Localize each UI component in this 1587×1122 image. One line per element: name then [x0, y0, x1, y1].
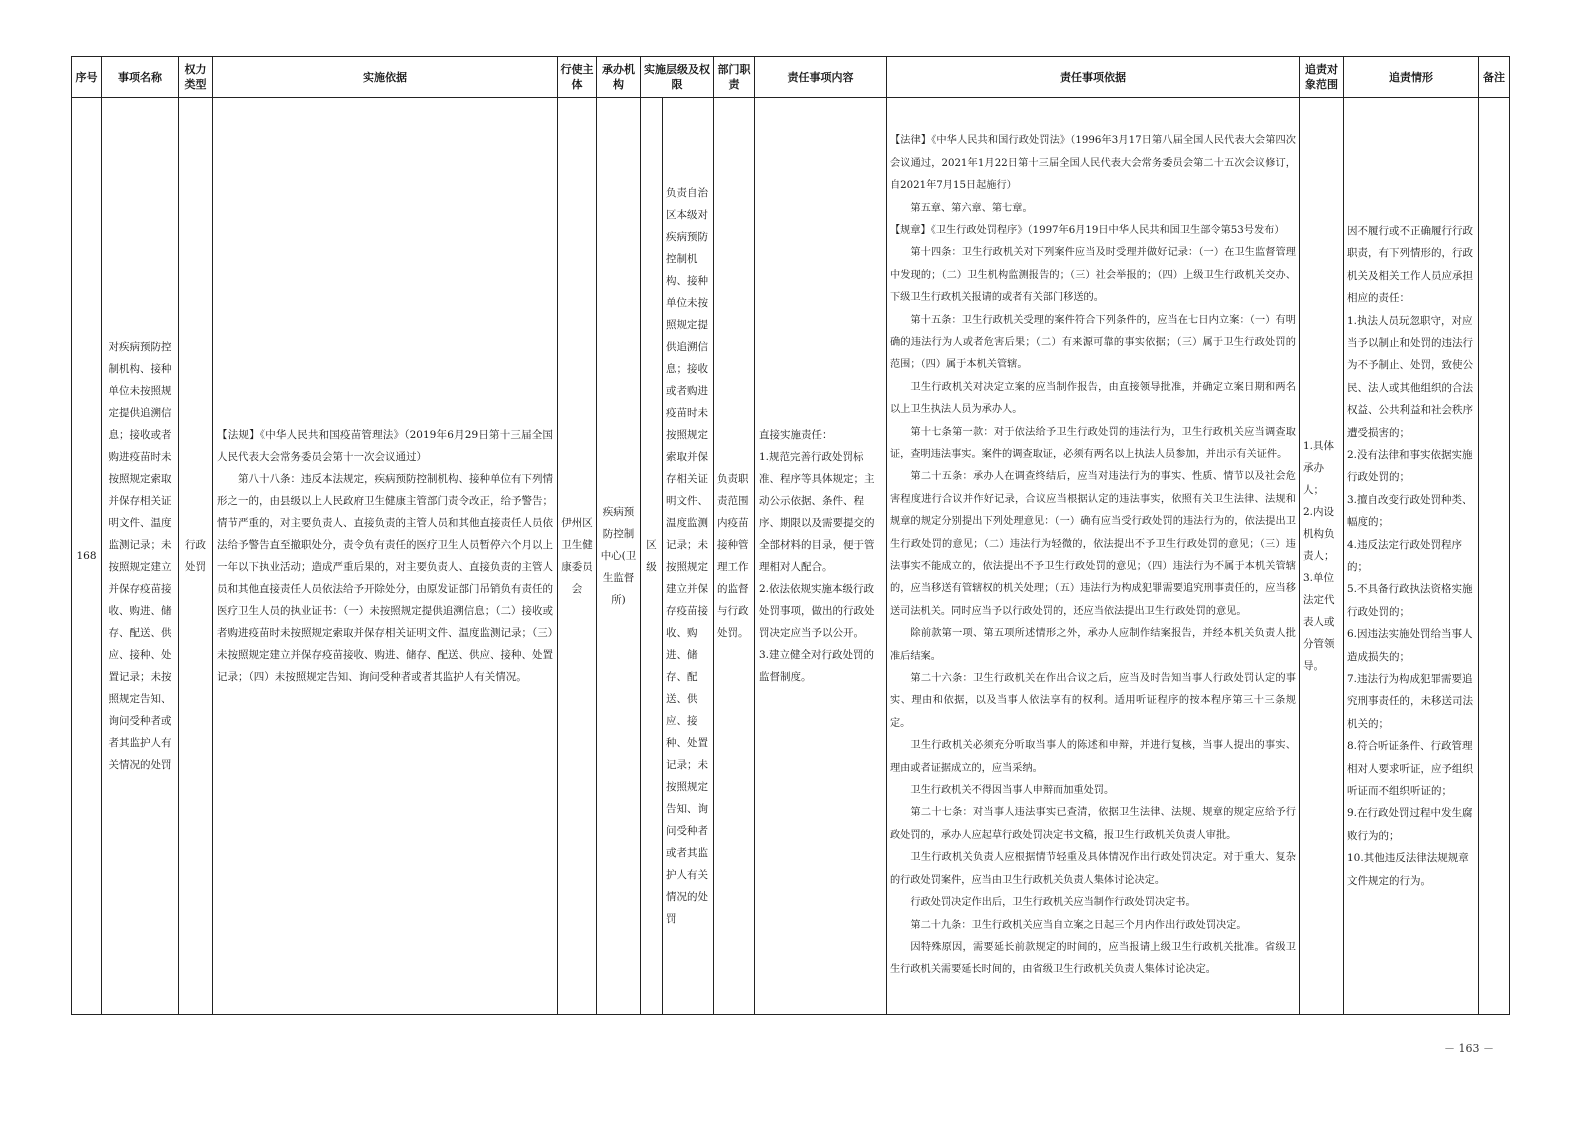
cell-duty-basis [887, 98, 1300, 1015]
header-subject: 行使主体 [558, 57, 597, 98]
duty-basis-paragraph: 第二十九条：卫生行政机关应当自立案之日起三个月内作出行政处罚决定。 [910, 919, 1247, 931]
circumstance-item: 因不履行或不正确履行行政职责，有下列情形的，行政机关及相关工作人员应承担相应的责任： [1347, 224, 1473, 305]
circumstances-list [1344, 220, 1478, 892]
duty-basis-paragraph: 因特殊原因，需要延长前款规定的时间的，应当报请上级卫生行政机关批准。省级卫生行政机关需要延长时间的，由省级卫生行政机关负责人集体讨论决定。 [890, 941, 1296, 976]
header-agency: 承办机构 [597, 57, 641, 98]
scope-item: 3.单位法定代表人或分管领导。 [1303, 572, 1335, 672]
cell-item-name [102, 98, 179, 1015]
duty-basis-paragraph: 第十七条第一款：对于依法给予卫生行政处罚的违法行为，卫生行政机关应当调查取证，查明违法事实。案件的调查取证，必须有两名以上执法人员参加，并出示有关证件。 [890, 426, 1296, 460]
circumstance-item: 3.擅自改变行政处罚种类、幅度的； [1347, 493, 1473, 529]
header-power-type: 权力类型 [179, 57, 213, 98]
duty-basis-list [887, 130, 1299, 981]
cell-power-type [179, 98, 213, 1015]
basis-title: 【法规】《中华人民共和国疫苗管理法》（2019年6月29日第十三届全国人民代表大会常务委员会第十一次会议通过） [217, 429, 553, 463]
cell-subject [558, 98, 597, 1015]
page-number: － 163 － [1444, 1042, 1494, 1055]
duty-basis-paragraph: 第二十五条：承办人在调查终结后，应当对违法行为的事实、性质、情节以及社会危害程度进行合议并作好记录，合议应当根据认定的违法事实，依照有关卫生法律、法规和规章的规定分别提出下列处理意见：（一）确有应当受行政处罚的违法行为的，依法提出卫生行政处罚的意见；（二）违法行为轻微的，依法提出不予卫生行政处罚的意见；（三）违法事实不能成立的，依法提出不予卫生行政处罚的意见；（四）违法行为不属于本机关管辖的，应当移送有管辖权的机关处理；（五）违法行为构成犯罪需要追究刑事责任的，应当移送司法机关。同时应当予以行政处罚的，还应当依法提出卫生行政处罚的意见。 [890, 471, 1296, 617]
circumstance-item: 6.因违法实施处罚给当事人造成损失的； [1347, 628, 1473, 663]
header-level: 实施层级及权限 [641, 57, 714, 98]
circumstance-item: 5.不具备行政执法资格实施行政处罚的； [1347, 583, 1473, 618]
duty-basis-paragraph: 第二十七条：对当事人违法事实已查清，依据卫生法律、法规、规章的规定应给予行政处罚的，承办人应起草行政处罚决定书文稿，报卫生行政机关负责人审批。 [890, 807, 1296, 841]
cell-scope [1300, 98, 1344, 1015]
duty-basis-paragraph: 卫生行政机关负责人应根据情节轻重及具体情况作出行政处罚决定。对于重大、复杂的行政处罚案件，应当由卫生行政机关负责人集体讨论决定。 [890, 852, 1296, 886]
circumstance-item: 1.执法人员玩忽职守，对应当予以制止和处罚的违法行为不予制止、处罚，致使公民、法人或其他组织的合法权益、公共利益和社会秩序遭受损害的； [1347, 314, 1473, 439]
duty-basis-paragraph: 【规章】《卫生行政处罚程序》（1997年6月19日中华人民共和国卫生部令第53号发布） [890, 224, 1285, 236]
duty-content-list [755, 424, 886, 688]
cell-agency [597, 98, 641, 1015]
cell-level-a [641, 98, 663, 1015]
circumstance-item: 8.符合听证条件、行政管理相对人要求听证，应予组织听证而不组织听证的； [1347, 740, 1473, 798]
level-b-text: 负责自治区本级对疾病预防控制机构、接种单位未按照规定提供追溯信息；接收或者购进疫苗时未按照规定索取并保存相关证明文件、温度监测记录；未按照规定建立并保存疫苗接收、购进、储存、配送、供应、接种、处置记录；未按照规定告知、询问受种者或者其监护人有关情况的处罚 [666, 187, 708, 925]
cell-remarks [1479, 98, 1510, 1015]
cell-basis [213, 98, 558, 1015]
cell-seq [72, 98, 102, 1015]
cell-circumstances [1344, 98, 1479, 1015]
header-duty-content: 责任事项内容 [755, 57, 887, 98]
header-scope: 追责对象范围 [1300, 57, 1344, 98]
duty-basis-paragraph: 卫生行政机关对决定立案的应当制作报告，由直接领导批准，并确定立案日期和两名以上卫生执法人员为承办人。 [890, 381, 1296, 416]
circumstance-item: 4.违反法定行政处罚程序的； [1347, 538, 1463, 573]
level-a-text: 区级 [646, 539, 657, 573]
duty-basis-paragraph: 第十五条：卫生行政机关受理的案件符合下列条件的，应当在七日内立案：（一）有明确的违法行为人或者危害后果；（二）有来源可靠的事实依据；（三）属于卫生行政处罚的范围；（四）属于本机关管辖。 [890, 314, 1296, 371]
circumstance-item: 7.违法行为构成犯罪需要追究刑事责任的，未移送司法机关的； [1347, 673, 1473, 730]
circumstance-item: 2.没有法律和事实依据实施行政处罚的； [1347, 448, 1473, 484]
duty-basis-paragraph: 第十四条：卫生行政机关对下列案件应当及时受理并做好记录：（一）在卫生监督管理中发现的；（二）卫生机构监测报告的；（三）社会举报的；（四）上级卫生行政机关交办、下级卫生行政机关报请的或者有关部门移送的。 [890, 247, 1296, 304]
subject-text: 伊州区卫生健康委员会 [561, 517, 593, 595]
header-dept-duty: 部门职责 [714, 57, 755, 98]
duty-content-item: 2.依法依规实施本级行政处罚事项，做出的行政处罚决定应当予以公开。 [759, 583, 875, 639]
duty-basis-paragraph: 卫生行政机关必须充分听取当事人的陈述和申辩，并进行复核，当事人提出的事实、理由或者证据成立的，应当采纳。 [890, 740, 1296, 774]
table-row [72, 98, 1510, 1015]
duty-content-item: 直接实施责任： [759, 429, 833, 441]
duty-basis-paragraph: 行政处罚决定作出后，卫生行政机关应当制作行政处罚决定书。 [910, 897, 1196, 909]
header-remarks: 备注 [1479, 57, 1510, 98]
seq-number: 168 [76, 550, 97, 562]
duty-basis-paragraph: 卫生行政机关不得因当事人申辩而加重处罚。 [910, 785, 1115, 797]
duty-content-item: 3.建立健全对行政处罚的监督制度。 [759, 649, 875, 683]
scope-item: 1.具体承办人； [1303, 440, 1335, 496]
cell-dept-duty [714, 98, 755, 1015]
agency-text: 疾病预防控制中心(卫生监督所) [600, 506, 637, 606]
header-item-name: 事项名称 [102, 57, 179, 98]
header-row [72, 57, 1510, 98]
duty-basis-paragraph: 除前款第一项、第五项所述情形之外，承办人应制作结案报告，并经本机关负责人批准后结案。 [890, 628, 1296, 662]
basis-article: 第八十八条：违反本法规定，疾病预防控制机构、接种单位有下列情形之一的，由县级以上人民政府卫生健康主管部门责令改正，给予警告；情节严重的，对主要负责人、直接负责的主管人员和其他直接责任人员依法给予警告直至撤职处分，责令负有责任的医疗卫生人员暂停六个月以上一年以下执业活动；造成严重后果的，对主要负责人、直接负责的主管人员和其他直接责任人员依法给予开除处分，由原发证部门吊销负有责任的医疗卫生人员的执业证书：（一）未按照规定提供追溯信息；（二）接收或者购进疫苗时未按照规定索取并保存相关证明文件、温度监测记录；（三）未按照规定建立并保存疫苗接收、购进、储存、配送、供应、接种、处置记录；（四）未按照规定告知、询问受种者或者其监护人有关情况。 [217, 473, 553, 683]
header-circumstances: 追责情形 [1344, 57, 1479, 98]
duty-basis-paragraph: 第二十六条：卫生行政机关在作出合议之后，应当及时告知当事人行政处罚认定的事实、理由和依据，以及当事人依法享有的权利。适用听证程序的按本程序第三十三条规定。 [890, 673, 1296, 729]
duty-basis-paragraph: 第五章、第六章、第七章。 [910, 202, 1033, 214]
duty-content-item: 1.规范完善行政处罚标准、程序等具体规定；主动公示依据、条件、程序、期限以及需要提交的全部材料的目录，便于管理相对人配合。 [759, 451, 875, 573]
cell-level-b [663, 98, 714, 1015]
scope-item: 2.内设机构负责人； [1303, 506, 1335, 562]
header-duty-basis: 责任事项依据 [887, 57, 1300, 98]
header-basis: 实施依据 [213, 57, 558, 98]
circumstance-item: 10.其他违反法律法规规章文件规定的行为。 [1347, 852, 1469, 887]
dept-duty-text: 负责职责范围内疫苗接种管理工作的监督与行政处罚。 [717, 473, 749, 639]
header-seq: 序号 [72, 57, 102, 98]
scope-list [1300, 435, 1343, 677]
item-name-text: 对疾病预防控制机构、接种单位未按照规定提供追溯信息；接收或者购进疫苗时未按照规定索取并保存相关证明文件、温度监测记录；未按照规定建立并保存疫苗接收、购进、储存、配送、供应、接种、处置记录；未按照规定告知、询问受种者或者其监护人有关情况的处罚 [108, 341, 172, 771]
duty-basis-paragraph: 【法律】《中华人民共和国行政处罚法》（1996年3月17日第八届全国人民代表大会第四次会议通过，2021年1月22日第十三届全国人民代表大会常务委员会第二十五次会议修订，自2021年7月15日起施行） [890, 135, 1296, 192]
circumstance-item: 9.在行政处罚过程中发生腐败行为的； [1347, 807, 1473, 842]
cell-duty-content [755, 98, 887, 1015]
responsibility-table [71, 56, 1510, 1015]
basis-text [213, 424, 557, 688]
power-type-text: 行政处罚 [185, 539, 206, 573]
